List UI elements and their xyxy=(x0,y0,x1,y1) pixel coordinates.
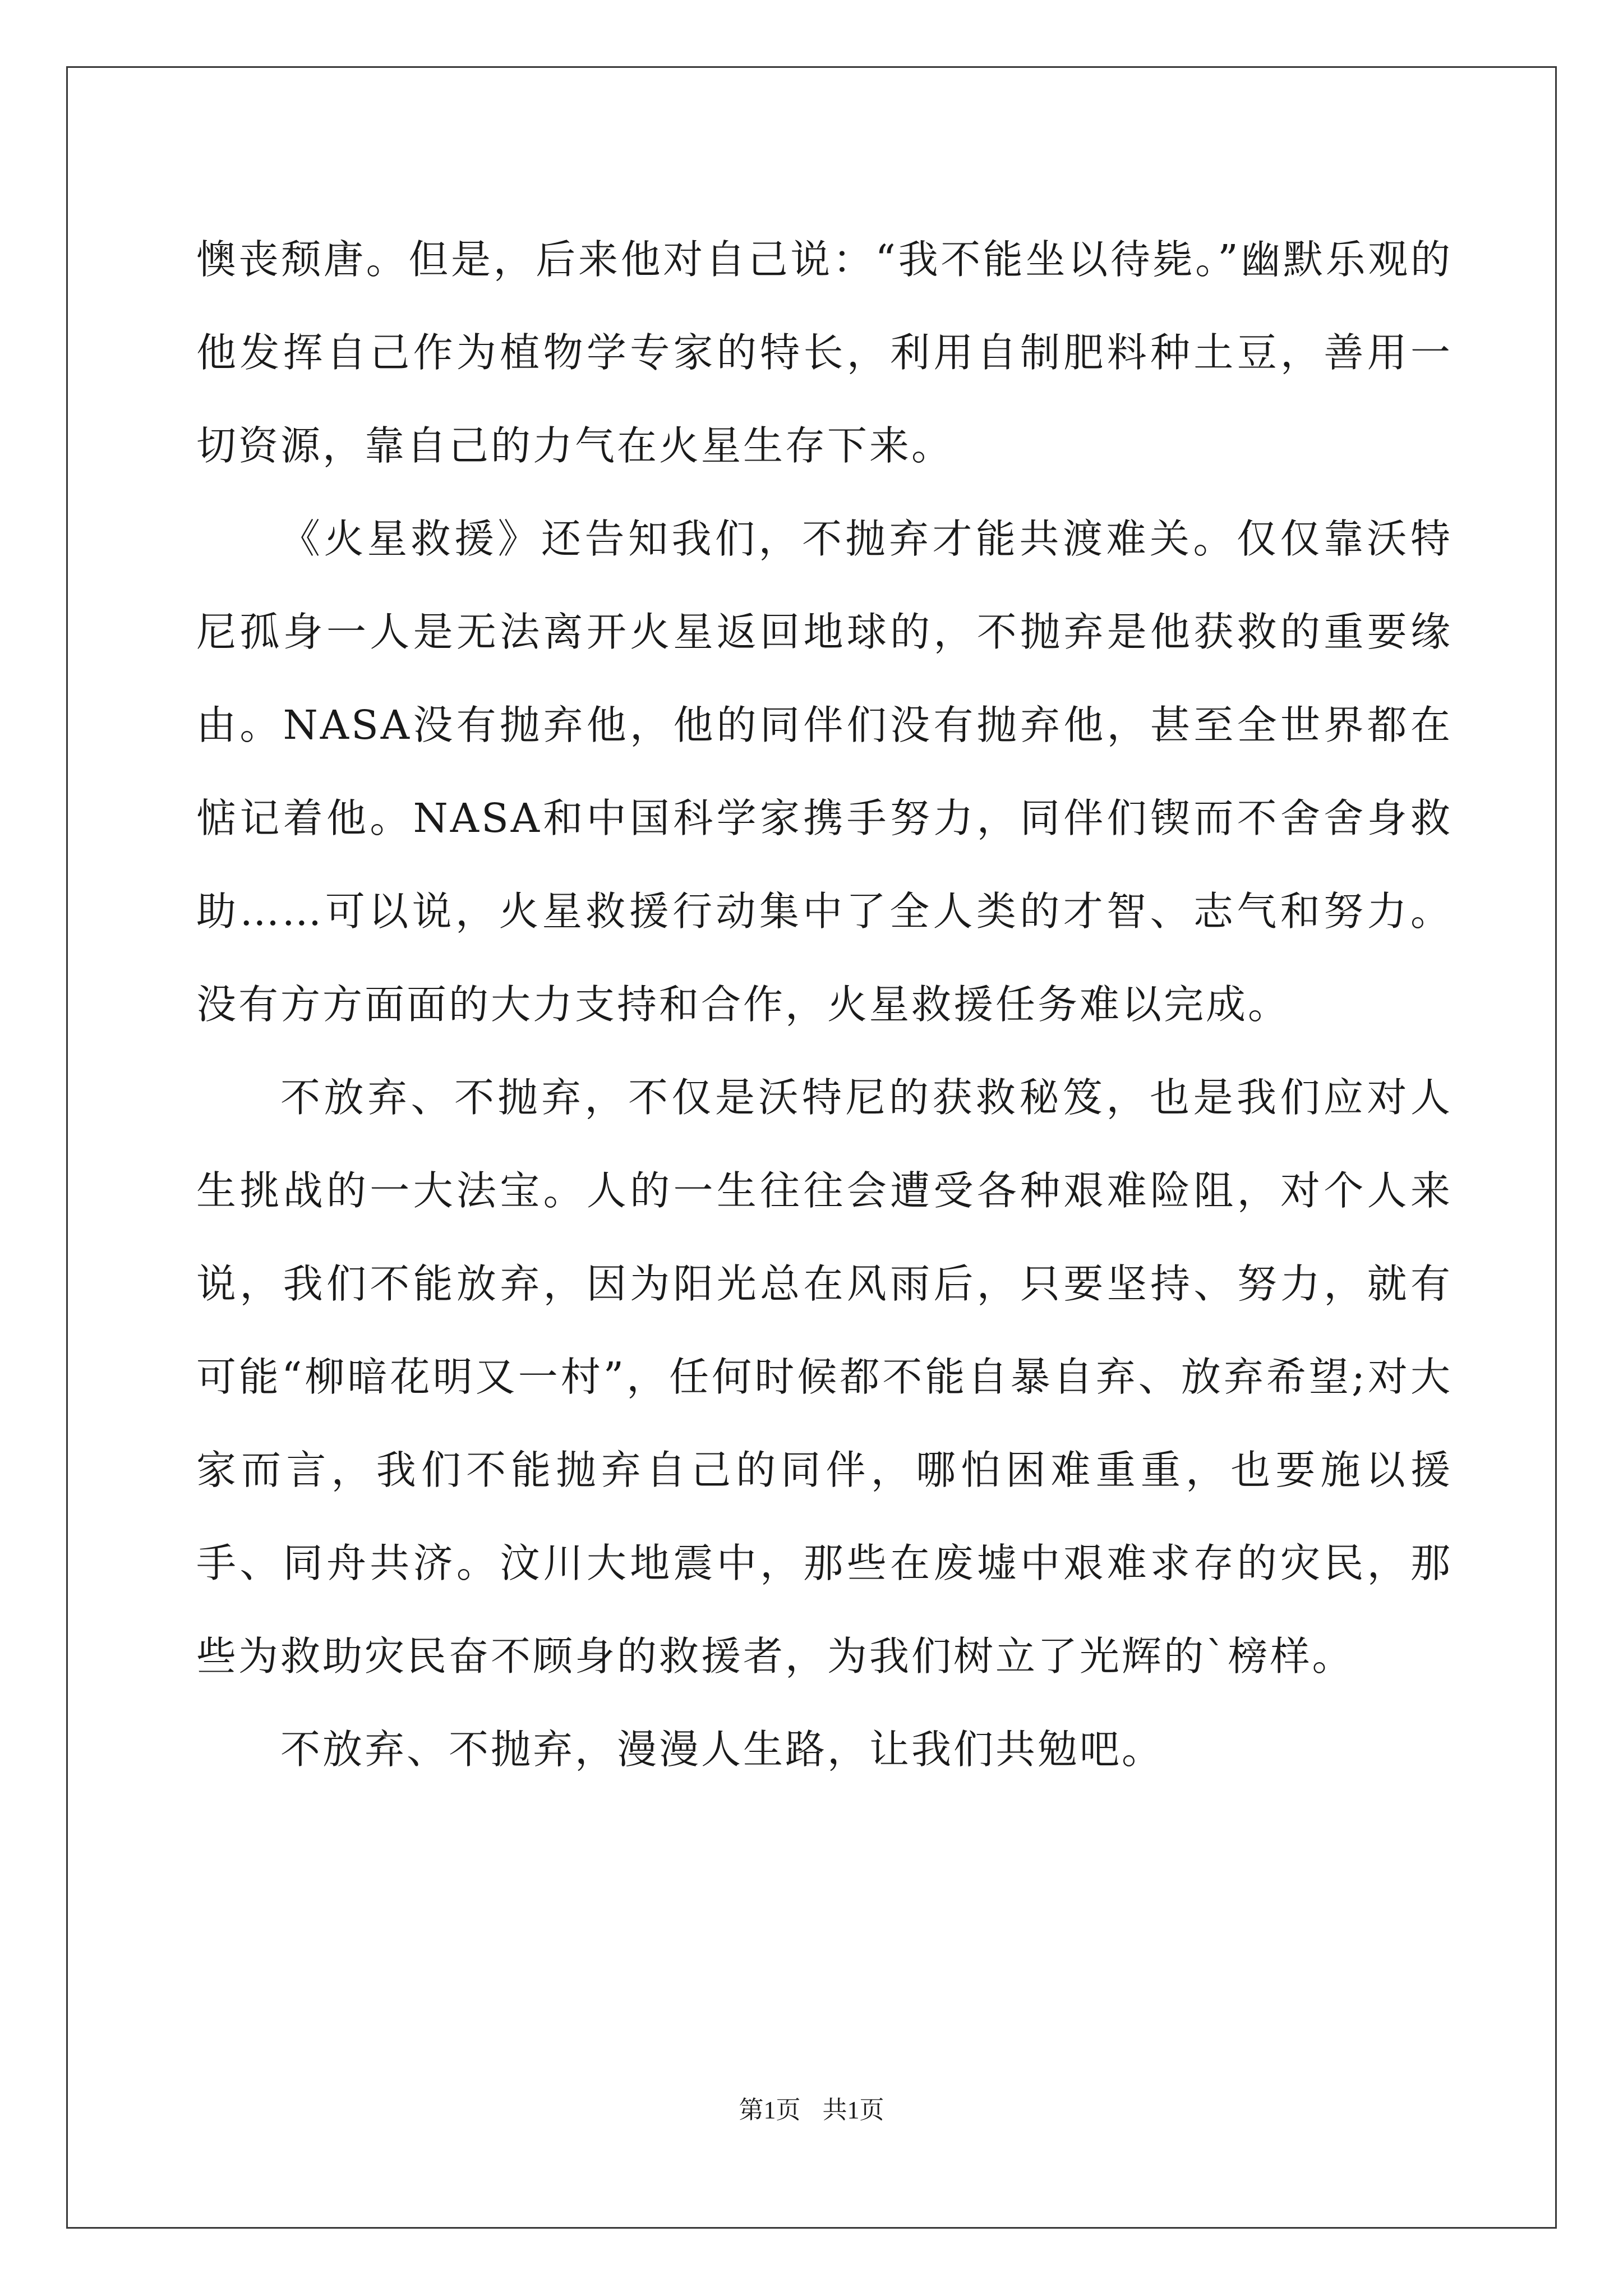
document-body xyxy=(196,213,1453,1796)
page-number-current: 第1页 xyxy=(739,2096,801,2124)
paragraph-1: 懊丧颓唐。但是，后来他对自己说：“我不能坐以待毙。”幽默乐观的他发挥自己作为植物学专家的特长，利用自制肥料种土豆，善用一切资源，靠自己的力气在火星生存下来。 xyxy=(196,236,1453,469)
paragraph-3: 不放弃、不抛弃，不仅是沃特尼的获救秘笈，也是我们应对人生挑战的一大法宝。人的一生往往会遭受各种艰难险阻，对个人来说，我们不能放弃，因为阳光总在风雨后，只要坚持、努力，就有可能“柳暗花明又一村”，任何时候都不能自暴自弃、放弃希望;对大家而言，我们不能抛弃自己的同伴，哪怕困难重重，也要施以援手、同舟共济。汶川大地震中，那些在废墟中艰难求存的灾民，那些为救助灾民奋不顾身的救援者，为我们树立了光辉的`榜样。 xyxy=(196,1074,1453,1680)
paragraph-2: 《火星救援》还告知我们，不抛弃才能共渡难关。仅仅靠沃特尼孤身一人是无法离开火星返回地球的，不抛弃是他获救的重要缘由。NASA没有抛弃他，他的同伴们没有抛弃他，甚至全世界都在惦记着他。NASA和中国科学家携手努力，同伴们锲而不舍舍身救助……可以说，火星救援行动集中了全人类的才智、志气和努力。没有方方面面的大力支持和合作，火星救援任务难以完成。 xyxy=(196,516,1453,1028)
page-number-total: 共1页 xyxy=(822,2096,884,2124)
page-footer xyxy=(0,2090,1623,2125)
paragraph-4: 不放弃、不抛弃，漫漫人生路，让我们共勉吧。 xyxy=(280,1726,1164,1773)
